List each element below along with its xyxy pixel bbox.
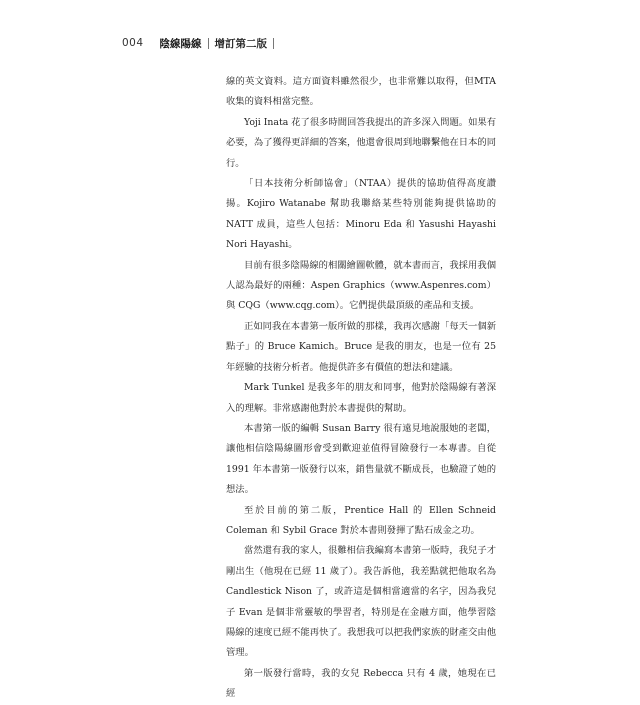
running-header (122, 34, 280, 52)
book-title: 陰線陽線 (159, 37, 202, 50)
paragraph: 目前有很多陰陽線的相關繪圖軟體，就本書而言，我採用我個人認為最好的兩種：Aspen Graphics（www.Aspenres.com）與 CQG（www.cqg.com）。它們提供最頂級的產品和支援。 (226, 259, 496, 312)
paragraph: 當然還有我的家人，很難相信我編寫本書第一版時，我兒子才剛出生（他現在已經 11 歲了）。我告訴他，我差點就把他取名為 Candlestick Nison 了，或許這是個相當適當的名字，因為我兒子 Evan 是個非常靈敏的學習者，特別是在金融方面，他學習陰陽線的速度已經不能再快了。我想我可以把我們家族的財產交由他管理。 (226, 545, 496, 659)
page-number: 004 (122, 37, 144, 49)
paragraph: 線的英文資料。這方面資料雖然很少，也非常難以取得，但MTA 收集的資料相當完整。 (226, 76, 496, 108)
paragraph: Mark Tunkel 是我多年的朋友和同事，他對於陰陽線有著深入的理解。非常感謝他對於本書提供的幫助。 (226, 382, 496, 414)
paragraph: 本書第一版的編輯 Susan Barry 很有遠見地說服她的老闆，讓他相信陰陽線圖形會受到歡迎並值得冒險發行一本專書。自從 1991 年本書第一版發行以來，銷售量就不斷成長，也驗證了她的想法。 (226, 422, 496, 496)
header-divider (208, 38, 209, 49)
header-divider (273, 38, 274, 49)
paragraph: Yoji Inata 花了很多時間回答我提出的許多深入問題。如果有必要，為了獲得更詳細的答案，他還會很周到地聯繫他在日本的同行。 (226, 116, 496, 169)
paragraph: 正如同我在本書第一版所做的那樣，我再次感謝「每天一個新點子」的 Bruce Kamich。Bruce 是我的朋友，也是一位有 25 年經驗的技術分析者。他提供許多有價值的想法和建議。 (226, 320, 496, 373)
paragraph: 「日本技術分析師協會」（NTAA）提供的協助值得高度讚揚。Kojiro Watanabe 幫助我聯絡某些特別能夠提供協助的 NATT 成員，這些人包括：Minoru Eda 和 Yasushi Hayashi Nori Hayashi。 (226, 178, 496, 251)
body-text (226, 72, 496, 705)
edition-label: 增訂第二版 (214, 37, 268, 50)
paragraph: 至於目前的第二版，Prentice Hall 的 Ellen Schneid Coleman 和 Sybil Grace 對於本書則發揮了點石成金之功。 (226, 504, 496, 536)
paragraph: 第一版發行當時，我的女兒 Rebecca 只有 4 歲，她現在已經 (226, 667, 496, 700)
